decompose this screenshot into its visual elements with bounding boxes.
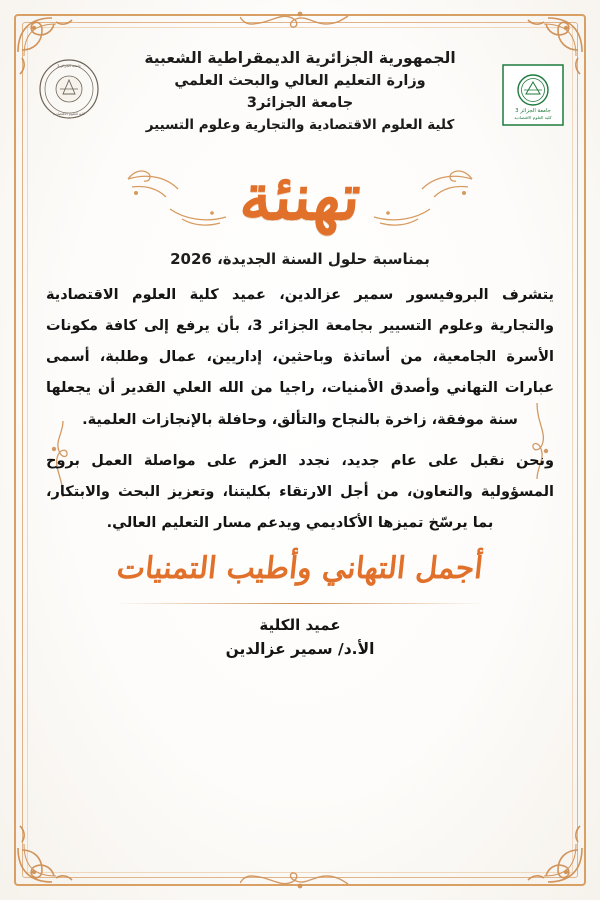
university-of-algiers-3-logo (502, 64, 564, 126)
faculty-seal-logo (38, 58, 100, 120)
message-paragraph-2: ونحن نقبل على عام جديد، نجدد العزم على مواصلة العمل بروح المسؤولية والتعاون، من أجل الارتقاء بكليتنا، وتعزيز البحث والابتكار، بما يرسّخ تميزها الأكاديمي ويدعم مسار التعليم العالي. (46, 452, 554, 532)
signature-role: عميد الكلية (259, 616, 341, 635)
header-faculty-line: كلية العلوم الاقتصادية والتجارية وعلوم التسيير (145, 116, 455, 133)
signature-block (226, 616, 375, 658)
svg-text:جامعة الجزائر 3: جامعة الجزائر 3 (57, 64, 81, 68)
svg-text:جامعة الجزائر 3: جامعة الجزائر 3 (515, 108, 551, 114)
svg-text:كلية العلوم الاقتصادية: كلية العلوم الاقتصادية (53, 112, 85, 116)
closing-calligraphy: أجمل التهاني وأطيب التمنيات (115, 551, 485, 587)
top-edge-ornament-icon (240, 8, 360, 30)
occasion-line: بمناسبة حلول السنة الجديدة، 2026 (170, 249, 430, 268)
title-left-flourish-icon (368, 163, 478, 233)
institution-header (42, 46, 558, 136)
header-ministry-line: وزارة التعليم العالي والبحث العلمي (174, 73, 426, 90)
bottom-edge-ornament-icon (240, 870, 360, 892)
signature-divider (114, 603, 486, 604)
svg-text:كلية العلوم الاقتصادية: كلية العلوم الاقتصادية (514, 115, 552, 120)
title-zone (42, 150, 558, 246)
card-title: تهنئة (237, 159, 363, 235)
title-right-flourish-icon (122, 163, 232, 233)
header-country-line: الجمهورية الجزائرية الديمقراطية الشعبية (144, 49, 456, 67)
message-body (42, 280, 558, 549)
signature-name: الأ.د/ سمير عزالدين (225, 640, 375, 659)
header-university-line: جامعة الجزائر3 (246, 95, 354, 112)
message-paragraph-1: يتشرف البروفيسور سمير عزالدين، عميد كلية العلوم الاقتصادية والتجارية وعلوم التسيير بجامعة الجزائر 3، بأن يرفع إلى كافة مكونات الأسرة الجامعية، من أساتذة وباحثين، إداريين، عمال وطلبة، أسمى عبارات التهاني وأصدق الأمنيات، راجيا من الله العلي القدير أن يجعلها سنة موفقة، زاخرة بالنجاح والتألق، وحافلة بالإنجازات العلمية. (46, 286, 554, 428)
card-content (42, 36, 558, 864)
